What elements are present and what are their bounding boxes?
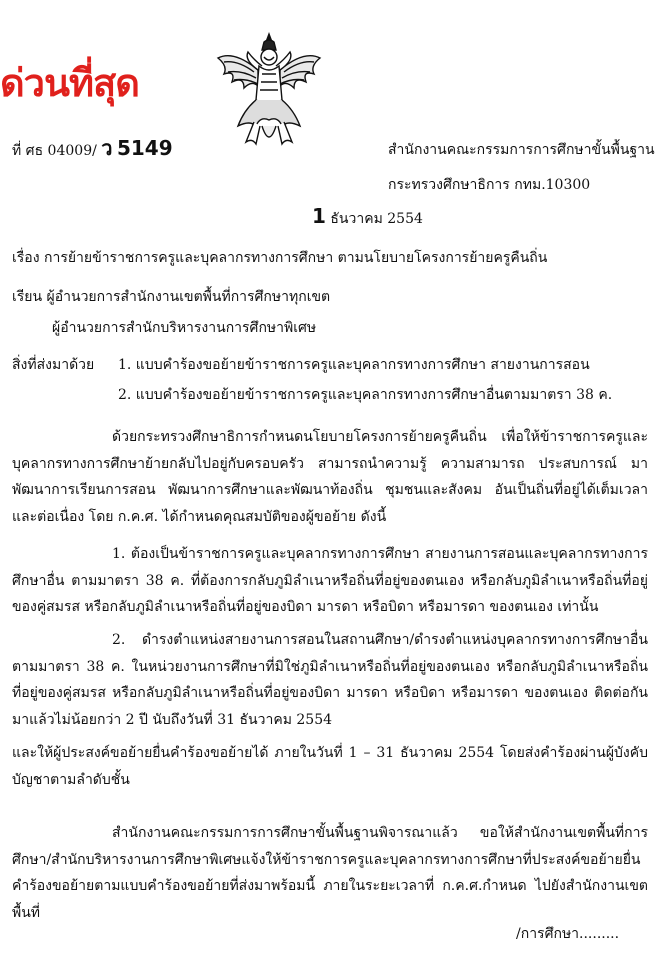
body-paragraph-1	[12, 424, 648, 530]
closing-paragraph-text: สำนักงานคณะกรรมการการศึกษาขั้นพื้นฐานพิจารณาแล้ว ขอให้สำนักงานเขตพื้นที่การศึกษา/สำนักบริหารงานการศึกษาพิเศษแจ้งให้ข้าราชการครูและบุคลากรทางการศึกษาที่ประสงค์ขอย้ายยื่นคำร้องขอย้ายตามแบบคำร้องขอย้ายที่ส่งมาพร้อมนี้ ภายในระยะเวลาที่ ก.ค.ศ.กำหนด ไปยังสำนักงานเขตพื้นที่	[12, 825, 648, 921]
reference-prefix: ที่ ศธ 04009/	[12, 143, 97, 159]
date-day: 1	[312, 204, 326, 228]
enclosure-item-1: 1. แบบคำร้องขอย้ายข้าราชการครูและบุคลากรทางการศึกษา สายงานการสอน	[118, 357, 590, 373]
criteria-item-2-text: 2. ดำรงตำแหน่งสายงานการสอนในสถานศึกษา/ดำรงตำแหน่งบุคลากรทางการศึกษาอื่น ตามมาตรา 38 ค. ในหน่วยงานการศึกษาที่มิใช่ภูมิลำเนาหรือถิ่นที่อยู่ของตนเอง หรือกลับภูมิลำเนาหรือถิ่นที่อยู่ของคู่สมรส หรือกลับภูมิลำเนาหรือถิ่นที่อยู่ของบิดา มารดา หรือบิดา หรือมารดา ของตนเอง ติดต่อกันมาแล้วไม่น้อยกว่า 2 ปี นับถึงวันที่ 31 ธันวาคม 2554	[12, 632, 648, 728]
date-month-year: ธันวาคม 2554	[330, 211, 423, 227]
subject-line: เรื่อง การย้ายข้าราชการครูและบุคลากรทางการศึกษา ตามนโยบายโครงการย้ายครูคืนถิ่น	[12, 250, 548, 266]
office-name: สำนักงานคณะกรรมการการศึกษาขั้นพื้นฐาน	[388, 142, 655, 158]
submission-period-paragraph: และให้ผู้ประสงค์ขอย้ายยื่นคำร้องขอย้ายได้ ภายในวันที่ 1 – 31 ธันวาคม 2554 โดยส่งคำร้องผ่านผู้บังคับบัญชาตามลำดับชั้น	[12, 745, 648, 788]
reference-initial: ว	[101, 136, 113, 160]
closing-paragraph	[12, 820, 648, 921]
document-date	[312, 206, 423, 229]
addressee-line-2: ผู้อำนวยการสำนักบริหารงานการศึกษาพิเศษ	[52, 320, 317, 336]
body-paragraph-1-text: ด้วยกระทรวงศึกษาธิการกำหนดนโยบายโครงการย้ายครูคืนถิ่น เพื่อให้ข้าราชการครูและบุคลากรทางการศึกษาย้ายกลับไปอยู่กับครอบครัว สามารถนำความรู้ ความสามารถ ประสบการณ์ มาพัฒนาการเรียนการสอน พัฒนาการศึกษาและพัฒนาท้องถิ่น ชุมชนและสังคม อันเป็นถิ่นที่อยู่ได้เต็มเวลาและต่อเนื่อง โดย ก.ค.ศ. ได้กำหนดคุณสมบัติของผู้ขอย้าย ดังนี้	[12, 429, 648, 525]
page-continuation: /การศึกษา.........	[516, 926, 620, 942]
enclosure-item-2: 2. แบบคำร้องขอย้ายข้าราชการครูและบุคลากรทางการศึกษาอื่นตามมาตรา 38 ค.	[118, 387, 613, 403]
urgency-stamp: ด่วนที่สุด	[0, 61, 139, 105]
garuda-emblem-icon	[214, 30, 324, 150]
criteria-item-2	[12, 627, 648, 733]
office-address: กระทรวงศึกษาธิการ กทม.10300	[388, 177, 591, 193]
reference-serial: 5149	[116, 136, 173, 160]
enclosures-label: สิ่งที่ส่งมาด้วย	[12, 357, 95, 373]
criteria-item-1-text: 1. ต้องเป็นข้าราชการครูและบุคลากรทางการศึกษา สายงานการสอนและบุคลากรทางการศึกษาอื่น ตามมาตรา 38 ค. ที่ต้องการกลับภูมิลำเนาหรือถิ่นที่อยู่ของตนเอง หรือกลับภูมิลำเนาหรือถิ่นที่อยู่ของคู่สมรส หรือกลับภูมิลำเนาหรือถิ่นที่อยู่ของบิดา มารดา หรือบิดา หรือมารดา ของตนเอง เท่านั้น	[12, 546, 648, 615]
criteria-item-1	[12, 541, 648, 621]
reference-number	[12, 138, 173, 161]
addressee-line-1: เรียน ผู้อำนวยการสำนักงานเขตพื้นที่การศึกษาทุกเขต	[12, 289, 331, 305]
